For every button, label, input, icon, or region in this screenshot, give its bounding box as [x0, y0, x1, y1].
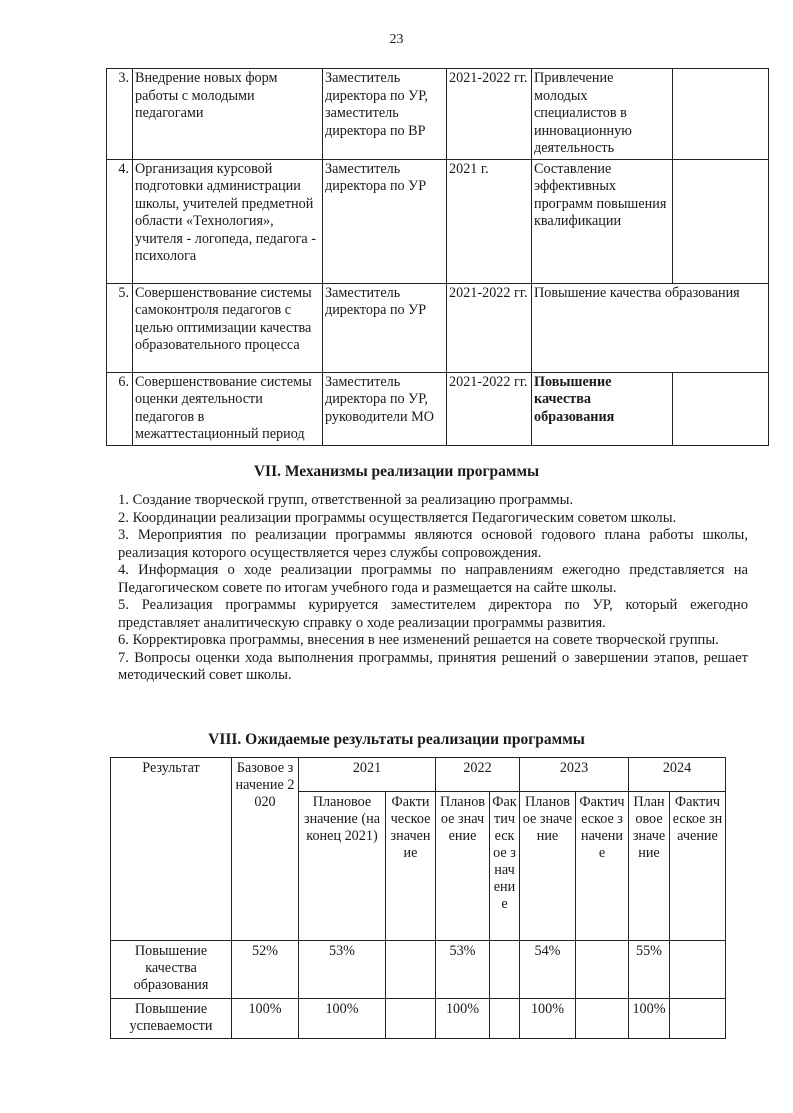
mechanism-item: 2. Координации реализации программы осуществляется Педагогическим советом школы. — [118, 509, 677, 526]
table-row — [107, 69, 769, 160]
header-plan-2021: Плановое значение (на конец 2021) — [299, 792, 386, 941]
header-row-years — [111, 758, 726, 792]
fact-2023-value — [576, 941, 629, 999]
row-number: 5. — [107, 283, 133, 372]
note-cell — [673, 69, 769, 160]
table-row — [111, 941, 726, 999]
fact-2021-value — [386, 999, 436, 1039]
table-row — [107, 372, 769, 445]
fact-2022-value — [490, 941, 520, 999]
page-number: 23 — [389, 32, 404, 47]
dates-cell: 2021-2022 гг. — [447, 283, 532, 372]
note-cell — [673, 159, 769, 283]
header-plan-2023: Плановое значение — [520, 792, 576, 941]
base-value: 100% — [232, 999, 299, 1039]
activity-cell: Организация курсовой подготовки администрации школы, учителей предметной области «Технология», учителя - логопеда, педагога - психолога — [133, 159, 323, 283]
header-year-2021: 2021 — [299, 758, 436, 792]
section-8-title: VIII. Ожидаемые результаты реализации программы — [208, 731, 585, 748]
mechanism-item: 6. Корректировка программы, внесения в нее изменений решается на совете творческой группы. — [118, 632, 719, 648]
mechanism-item: 5. Реализация программы курируется заместителем директора по УР, который ежегодно представляет аналитическую справку о ходе реализации программы развития. — [118, 597, 748, 631]
mechanisms-list — [118, 492, 748, 685]
header-base: Базовое значение 2020 — [232, 758, 299, 941]
responsible-cell: Заместитель директора по УР, заместитель директора по ВР — [323, 69, 447, 160]
header-fact-2024: Фактическое значение — [670, 792, 726, 941]
result-cell: Повышение качества образования — [532, 372, 673, 445]
mechanism-item: 1. Создание творческой групп, ответственной за реализацию программы. — [118, 492, 574, 508]
table-row — [107, 159, 769, 283]
result-label: Повышение качества образования — [111, 941, 232, 999]
activities-table — [106, 68, 769, 446]
header-year-2023: 2023 — [520, 758, 629, 792]
plan-2022-value: 100% — [436, 999, 490, 1039]
plan-2024-value: 100% — [629, 999, 670, 1039]
fact-2022-value — [490, 999, 520, 1039]
responsible-cell: Заместитель директора по УР, руководители МО — [323, 372, 447, 445]
mechanism-item: 3. Мероприятия по реализации программы являются основой годового плана работы школы, реализация которого осуществляется через службы сопровождения. — [118, 527, 748, 561]
table-row — [107, 283, 769, 372]
row-number: 6. — [107, 372, 133, 445]
activity-cell: Внедрение новых форм работы с молодыми педагогами — [133, 69, 323, 160]
result-cell: Привлечение молодых специалистов в инновационную деятельность — [532, 69, 673, 160]
header-fact-2023: Фактическое значение — [576, 792, 629, 941]
result-cell: Повышение качества образования — [532, 283, 769, 372]
row-number: 3. — [107, 69, 133, 160]
plan-2021-value: 100% — [299, 999, 386, 1039]
results-table — [110, 757, 726, 1039]
header-year-2024: 2024 — [629, 758, 726, 792]
header-result: Результат — [111, 758, 232, 941]
base-value: 52% — [232, 941, 299, 999]
header-fact-2021: Фактическое значение — [386, 792, 436, 941]
mechanism-item: 7. Вопросы оценки хода выполнения программы, принятия решений о завершении этапов, решает методический совет школы. — [118, 649, 748, 683]
responsible-cell: Заместитель директора по УР — [323, 283, 447, 372]
result-label: Повышение успеваемости — [111, 999, 232, 1039]
activity-cell: Совершенствование системы оценки деятельности педагогов в межаттестационный период — [133, 372, 323, 445]
responsible-cell: Заместитель директора по УР — [323, 159, 447, 283]
plan-2021-value: 53% — [299, 941, 386, 999]
mechanism-item: 4. Информация о ходе реализации программы по направлениям ежегодно представляется на Педагогическом совете по итогам учебного года и размещается на сайте школы. — [118, 562, 748, 596]
header-fact-2022: Фактическое значение — [490, 792, 520, 941]
header-plan-2022: Плановое значение — [436, 792, 490, 941]
result-cell: Составление эффективных программ повышения квалификации — [532, 159, 673, 283]
activity-cell: Совершенствование системы самоконтроля педагогов с целью оптимизации качества образовательного процесса — [133, 283, 323, 372]
dates-cell: 2021-2022 гг. — [447, 372, 532, 445]
section-7-title: VII. Механизмы реализации программы — [253, 463, 540, 480]
dates-cell: 2021 г. — [447, 159, 532, 283]
note-cell — [673, 372, 769, 445]
header-plan-2024: Плановое значение — [629, 792, 670, 941]
fact-2021-value — [386, 941, 436, 999]
fact-2024-value — [670, 999, 726, 1039]
plan-2022-value: 53% — [436, 941, 490, 999]
plan-2023-value: 54% — [520, 941, 576, 999]
row-number: 4. — [107, 159, 133, 283]
plan-2023-value: 100% — [520, 999, 576, 1039]
fact-2023-value — [576, 999, 629, 1039]
table-row — [111, 999, 726, 1039]
dates-cell: 2021-2022 гг. — [447, 69, 532, 160]
plan-2024-value: 55% — [629, 941, 670, 999]
fact-2024-value — [670, 941, 726, 999]
header-year-2022: 2022 — [436, 758, 520, 792]
